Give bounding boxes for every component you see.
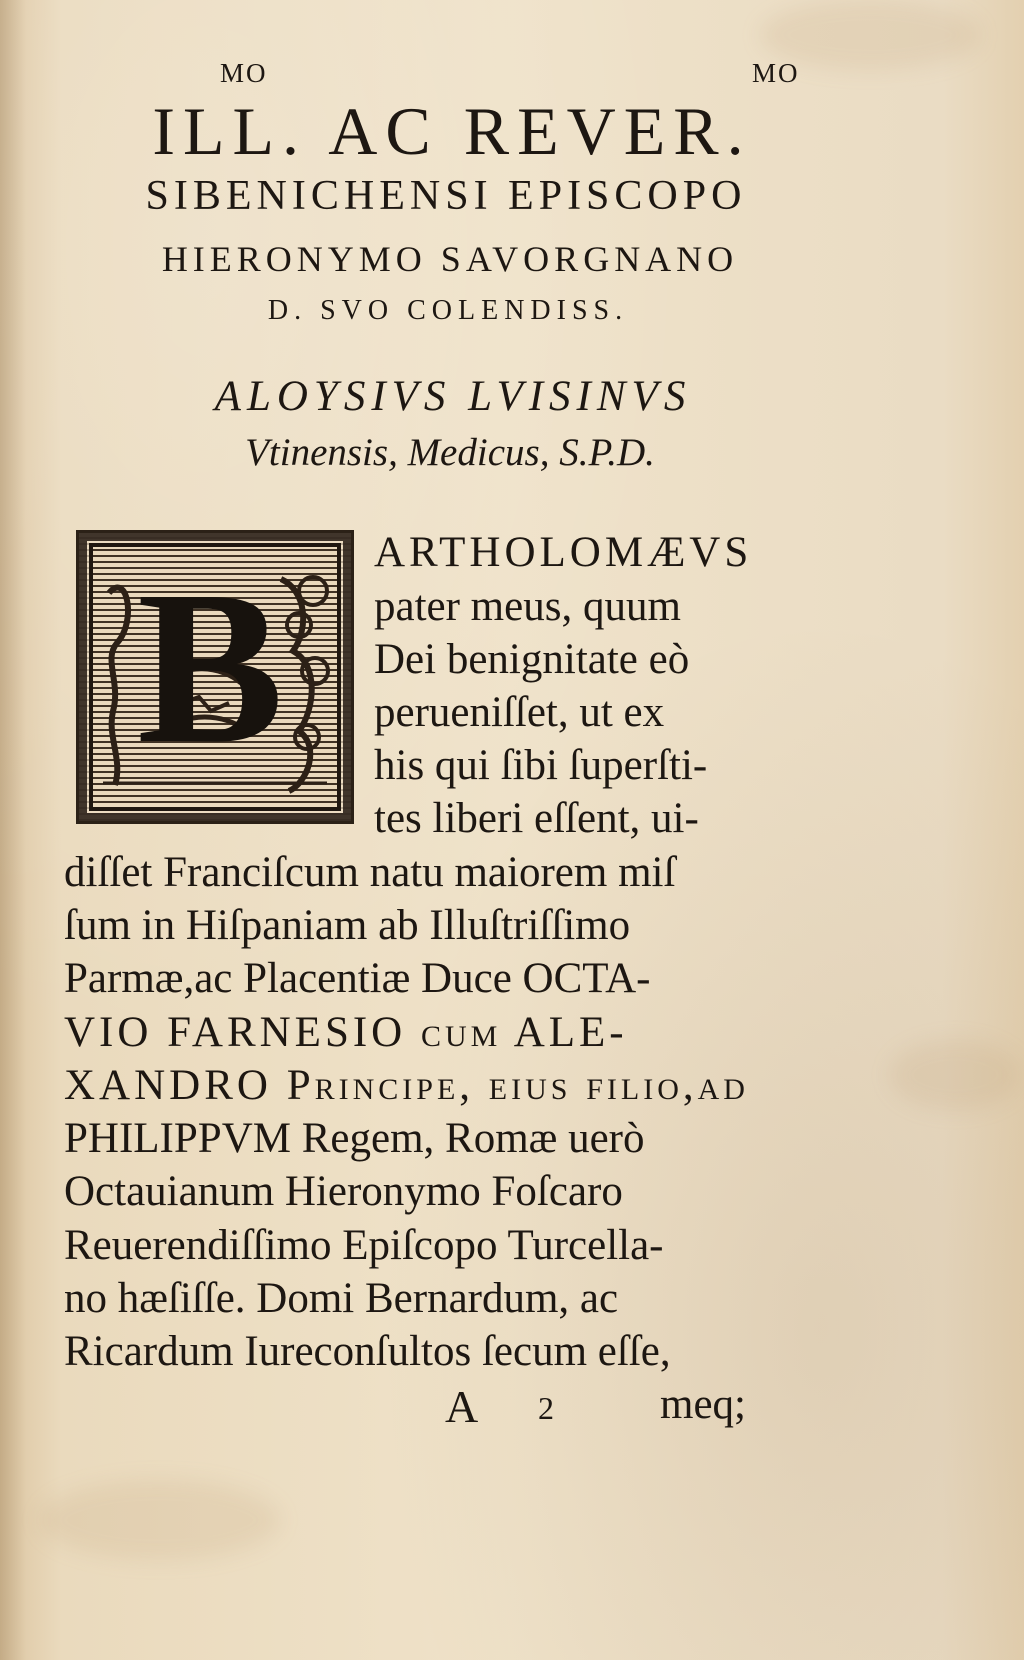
recipient-name: HIERONYMO SAVORGNANO xyxy=(161,239,739,279)
page-signature: A xyxy=(445,1381,479,1432)
dedication-line: D. SVO COLENDISS. xyxy=(267,295,629,326)
body-line xyxy=(374,528,752,577)
decorated-initial-b-icon xyxy=(76,530,354,824)
body-line: diſſet Franciſcum natu maiorem miſ xyxy=(64,849,676,896)
superscript-right: MO xyxy=(752,58,800,88)
author-line: ALOYSIVS LVISINVS xyxy=(214,373,692,420)
body-line: ſum in Hiſpaniam ab Illuſtriſſimo xyxy=(64,902,631,949)
body-line: Reuerendiſſimo Epiſcopo Turcella- xyxy=(64,1222,664,1269)
page-shadow xyxy=(0,0,26,1660)
body-line: pater meus, quum xyxy=(374,583,681,630)
body-line-text: ARTHOLOMÆVS xyxy=(374,529,753,576)
body-line: Ricardum Iureconſultos ſecum eſſe, xyxy=(64,1328,671,1375)
body-line: his qui ſibi ſuperſti- xyxy=(374,742,708,789)
author-subtitle: Vtinensis, Medicus, S.P.D. xyxy=(245,431,655,474)
body-line-text: Parmæ,ac Placentiæ Duce OCTA- xyxy=(64,955,651,1002)
page-title: ILL. AC REVER. xyxy=(152,93,752,169)
body-line: tes liberi eſſent, ui- xyxy=(374,795,699,842)
initial-letter: B xyxy=(137,545,284,789)
body-line: Dei benignitate eò xyxy=(374,636,690,683)
body-line: perueniſſet, ut ex xyxy=(374,689,665,736)
body-line: PHILIPPVM Regem, Romæ uerò xyxy=(64,1115,645,1162)
body-line: Octauianum Hieronymo Foſcaro xyxy=(64,1168,623,1215)
page-number: 2 xyxy=(538,1390,554,1426)
catchword: meq; xyxy=(660,1381,746,1428)
body-line: VIO FARNESIO cum ALE- xyxy=(64,1009,628,1056)
body-line: no hæſiſſe. Domi Bernardum, ac xyxy=(64,1275,619,1322)
body-line: XANDRO Principe, eius filio,ad xyxy=(64,1062,749,1109)
body-line xyxy=(64,954,650,1003)
paper-stain xyxy=(890,1040,1020,1110)
title-subtitle: SIBENICHENSI EPISCOPO xyxy=(145,173,747,219)
paper-stain xyxy=(40,1480,280,1560)
superscript-left: MO xyxy=(220,58,268,88)
